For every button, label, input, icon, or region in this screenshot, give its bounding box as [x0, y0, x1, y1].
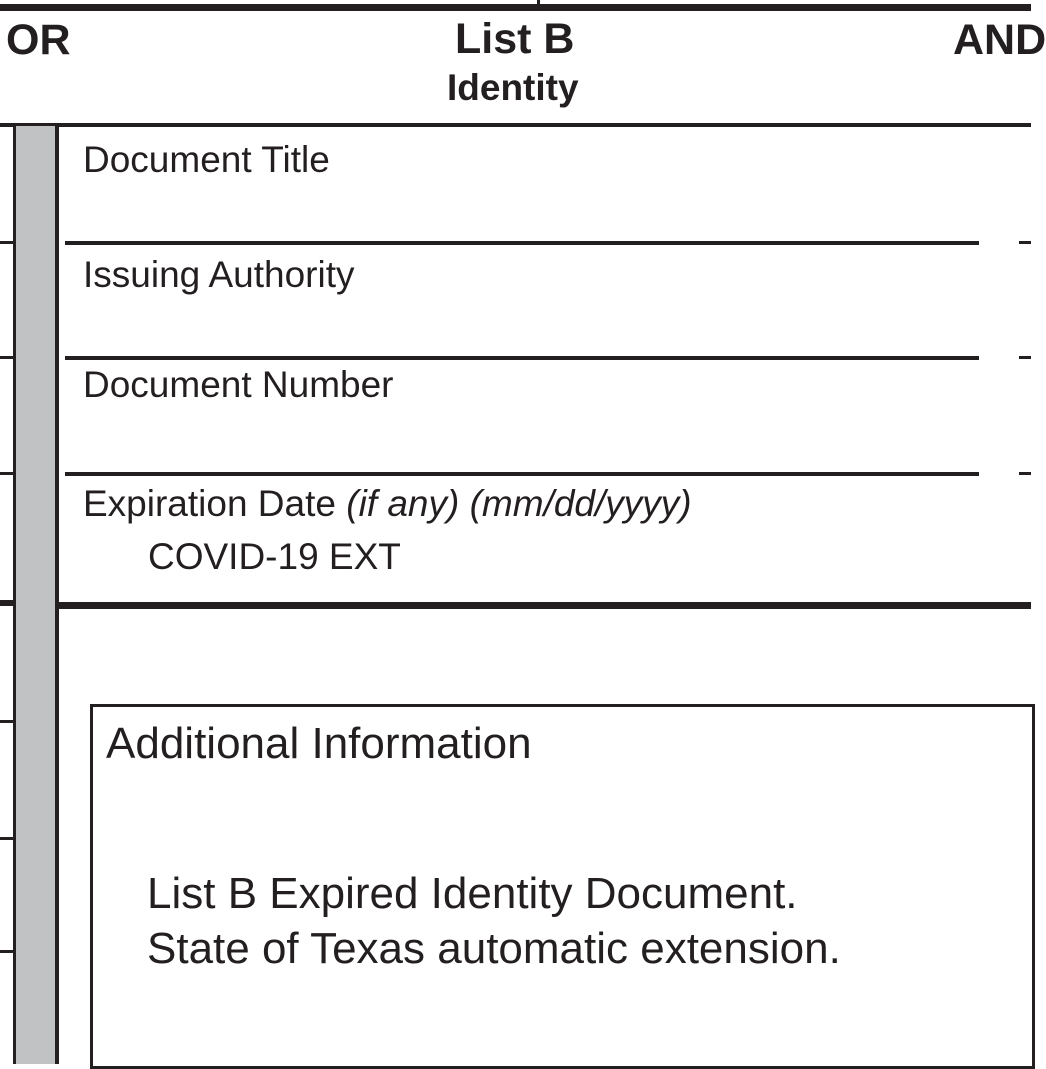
additional-information-title: Additional Information: [106, 719, 532, 768]
right-row-tick: [1019, 356, 1031, 359]
additional-information-line-2: State of Texas automatic extension.: [147, 924, 841, 973]
document-title-label: Document Title: [83, 139, 330, 180]
left-row-tick: [0, 720, 14, 723]
and-label: AND: [953, 16, 1046, 64]
top-tick: [537, 0, 540, 6]
left-row-tick: [0, 837, 14, 840]
right-row-tick: [1019, 241, 1031, 244]
gray-bar-left-edge: [13, 126, 16, 1064]
gray-divider-bar: [16, 126, 56, 1064]
left-row-tick: [0, 356, 14, 359]
issuing-authority-label: Issuing Authority: [83, 254, 355, 295]
list-b-title: List B: [455, 15, 575, 63]
field-underline: [65, 241, 979, 245]
or-label: OR: [6, 16, 71, 64]
expiration-date-label: [83, 485, 692, 522]
left-row-tick: [0, 950, 14, 953]
header-bottom-border: [0, 123, 1031, 127]
field-underline: [65, 472, 979, 476]
expiration-date-label-text: Expiration Date: [83, 483, 336, 524]
field-underline: [65, 356, 979, 360]
section-divider: [56, 602, 1031, 609]
left-row-tick: [0, 241, 14, 244]
right-row-tick: [1019, 472, 1031, 475]
gray-bar-right-edge: [55, 126, 59, 1064]
document-number-label: Document Number: [83, 364, 394, 405]
left-row-tick: [0, 600, 14, 606]
additional-information-line-1: List B Expired Identity Document.: [147, 869, 798, 918]
expiration-date-format-note: (if any) (mm/dd/yyyy): [346, 483, 692, 524]
list-b-subtitle: Identity: [447, 67, 579, 108]
expiration-date-value: COVID-19 EXT: [148, 536, 401, 577]
top-border: [0, 4, 1031, 11]
left-row-tick: [0, 472, 14, 475]
